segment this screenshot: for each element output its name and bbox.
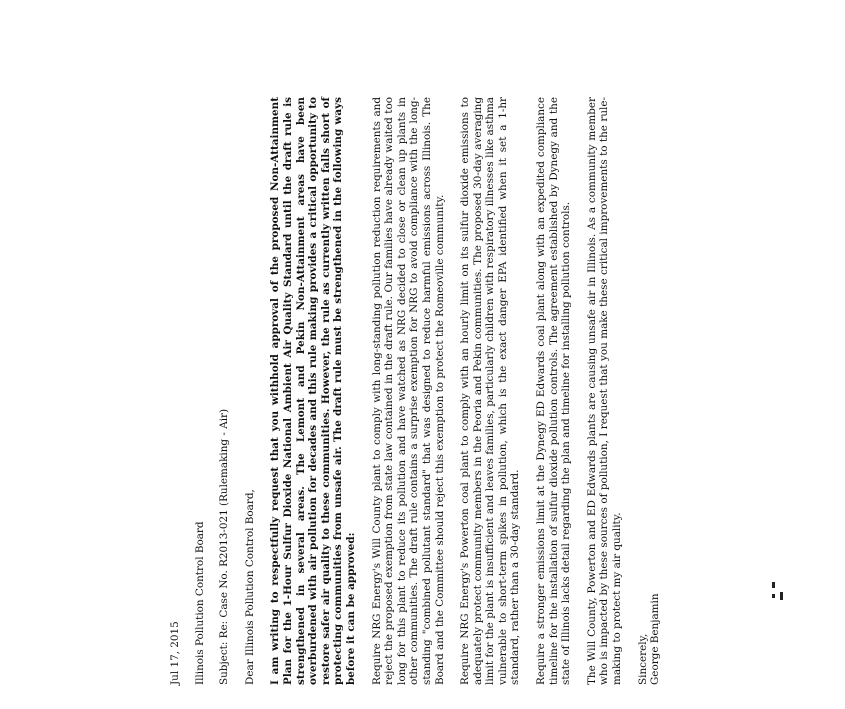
letter-date: Jul 17, 2015 [169,621,181,685]
body-paragraph-ed-edwards: Require a stronger emissions limit at the Dynegy ED Edwards coal plant along with an expedited compliance timeline for the installation of sulfur dioxide pollution controls. The agreement established by Dynegy and the state of Illinois lacks detail regarding the plan and timeline for installing pollution controls. [535,97,573,685]
body-paragraph-request: The Will County, Powerton and ED Edwards plants are causing unsafe air in Illinois. As a community member who is impacted by these sources of pollution, I request that you make these critical improvements to the rule-making to protect my air quality. [585,97,624,685]
scan-edge-marks [770,580,790,616]
letter-subject: Subject: Re: Case No. R2013-021 (Rulemaking - Air) [218,408,231,685]
recipient-board: Illinois Pollution Control Board [193,521,206,685]
closing: Sincerely, [636,633,649,685]
salutation: Dear Illinois Pollution Control Board, [243,489,256,685]
intro-paragraph: I am writing to respectfully request that you withhold approval of the proposed Non-Attainment Plan for the 1-Hour Sulfur Dioxide National Ambient Air Quality Standard until the draft rule is strengthened in several areas. The Lemont and Pekin Non-Attainment areas have been overburdened with air pollution for decades and this rule making provides a critical opportunity to restore safer air quality to these communities. However, the rule as currently written falls short of protecting communities from unsafe air. The draft rule must be strengthened in the following ways before it can be approved: [269,97,357,685]
body-paragraph-powerton: Require NRG Energy's Powerton coal plant to comply with an hourly limit on its sulfur dioxide emissions to adequately protect community members in the Peoria and Pekin communities. The proposed 30-day averaging limit for the plant is insufficient and leaves families, particularly children with respiratory illnesses like asthma vulnerable to short-term spikes in pollution, which is the exact danger EPA identified when it set a 1-hr standard, rather than a 30-day standard. [459,97,522,685]
signer-name: George Benjamin [649,593,662,685]
letter-page [45,91,845,709]
body-paragraph-nrg-will-county: Require NRG Energy's Will County plant to comply with long-standing pollution reduction requirements and reject the proposed exemption from state law contained in the draft rule. Our families have already waited too long for this plant to reduce its pollution and have watched as NRG decided to close or clean up plants in other communities. The draft rule contains a surprise exemption for NRG to avoid compliance with the long-standing "combined pollutant standard" that was designed to reduce harmful emissions across Illinois. The Board and the Committee should reject this exemption to protect the Romeoville community. [370,97,446,685]
